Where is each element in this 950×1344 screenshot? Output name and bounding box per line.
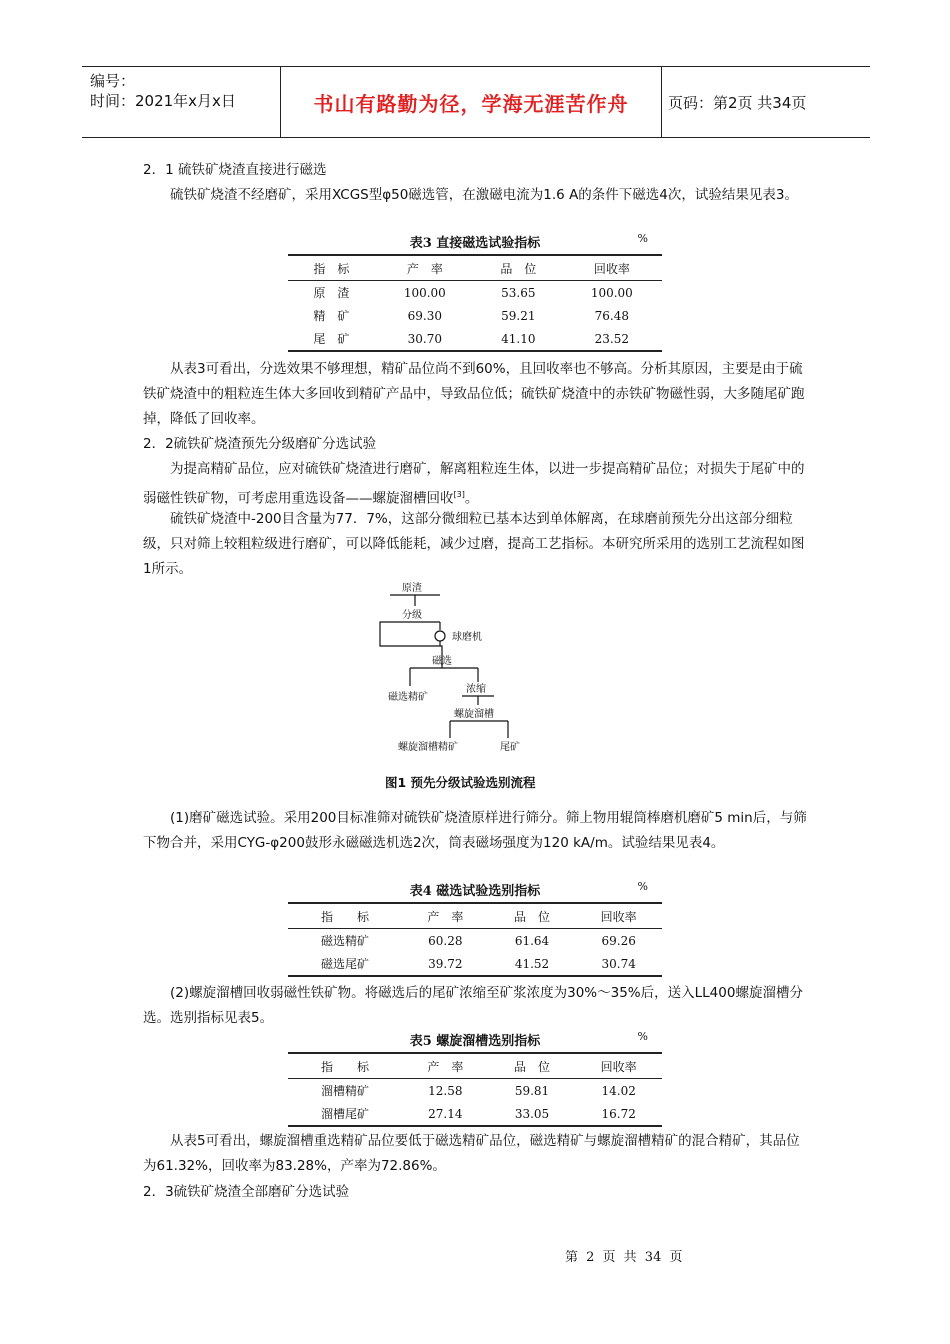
table-row: [288, 327, 662, 351]
table-cell: 76.48: [594, 308, 629, 323]
figure-1-caption: 图1 预先分级试验选别流程: [385, 775, 536, 790]
table-cell: 59.81: [514, 1083, 550, 1098]
table-cell: 30.74: [575, 952, 662, 976]
table-cell: 溜槽精矿: [321, 1084, 370, 1098]
table-4: [288, 880, 662, 977]
table-cell: 60.28: [428, 933, 463, 948]
table-3-unit: %: [637, 232, 648, 245]
table-cell: 27.14: [402, 1102, 489, 1126]
table-5: [288, 1030, 662, 1127]
table-cell: 69.26: [601, 933, 636, 948]
table-5-caption-row: [288, 1030, 662, 1052]
section-2-2-title: 2．2硫铁矿烧渣预先分级磨矿分选试验: [143, 436, 377, 452]
section-2-2-para-5: 从表5可看出，螺旋溜槽重选精矿品位要低于磁选精矿品位，磁选精矿与螺旋溜槽精矿的混合精矿，其品位为61.32%，回收率为83.28%，产率为72.86%。: [143, 1133, 800, 1174]
number-label: 编号：: [90, 72, 136, 90]
table-cell: 16.72: [575, 1102, 662, 1126]
section-2-2-para-3: (1)磨矿磁选试验。采用200目标准筛对硫铁矿烧渣原样进行筛分。筛上物用辊筒棒磨机磨矿5 min后，与筛下物合并，采用CYG-φ200鼓形永磁磁选机选2次，筒表磁场强度为120 kA/m。试验结果见表4。: [143, 810, 807, 851]
table-cell: 39.72: [402, 952, 489, 976]
table-header-cell: 指 标: [288, 255, 375, 281]
table-3-grid: [288, 254, 662, 352]
header-motto-cell: [280, 67, 662, 137]
table-cell: 原 渣: [313, 286, 350, 300]
table-cell: 33.05: [489, 1102, 576, 1126]
table-row: [288, 1102, 662, 1126]
table-5-grid: [288, 1052, 662, 1127]
para-text-end: 。: [464, 490, 479, 507]
table-cell: 尾 矿: [288, 327, 375, 351]
table-cell: 41.52: [489, 952, 576, 976]
table-3-caption-row: [288, 232, 662, 254]
header-meta: [82, 71, 288, 135]
table-row: [288, 281, 662, 305]
header-motto: 书山有路勤为径，学海无涯苦作舟: [313, 91, 629, 116]
node-ballmill: 球磨机: [452, 632, 482, 643]
node-magsep: 磁选: [432, 656, 452, 667]
table-header-cell: 品 位: [475, 255, 562, 281]
table-header-cell: 品 位: [489, 1053, 576, 1079]
table-cell: 59.21: [501, 308, 536, 323]
table-cell: 14.02: [601, 1083, 636, 1098]
section-2-2-para-1: [143, 457, 808, 512]
table-header-cell: 产 率: [402, 1053, 489, 1079]
citation-ref: [3]: [453, 490, 465, 499]
page-footer: 第 2 页 共 34 页: [565, 1250, 683, 1265]
table-row: [288, 952, 662, 976]
node-thicken: 浓缩: [466, 684, 486, 695]
table-3-caption: 表3 直接磁选试验指标: [409, 236, 541, 251]
table-cell: 精 矿: [313, 309, 350, 323]
table-cell: 61.64: [514, 933, 550, 948]
section-2-1-para-2: 从表3可看出，分选效果不够理想，精矿品位尚不到60%，且回收率也不够高。分析其原因，主要是由于硫铁矿烧渣中的粗粒连生体大多回收到精矿产品中，导致品位低；硫铁矿烧渣中的赤铁矿物磁性弱，大多随尾矿跑掉，降低了回收率。: [143, 361, 805, 427]
table-row: [288, 304, 662, 327]
flowchart-svg: [370, 578, 570, 778]
table-header-row: [288, 1053, 662, 1079]
node-spiral: 螺旋溜槽: [454, 709, 494, 720]
ballmill-symbol: [435, 631, 445, 641]
node-raw: 原渣: [402, 583, 422, 594]
table-5-unit: %: [637, 1030, 648, 1043]
section-2-2-para-2: 硫铁矿烧渣中-200目含量为77．7%，这部分微细粒已基本达到单体解离，在球磨前预先分出这部分细粒级，只对筛上较粗粒级进行磨矿，可以降低能耗，减少过磨，提高工艺指标。本研究所采用的选别工艺流程如图1所示。: [143, 511, 805, 577]
table-row: [288, 1079, 662, 1103]
table-cell: 30.70: [375, 327, 475, 351]
table-3: [288, 232, 662, 352]
section-2-1-para-1: 硫铁矿烧渣不经磨矿，采用XCGS型φ50磁选管，在激磁电流为1.6 A的条件下磁选4次，试验结果见表3。: [170, 187, 798, 203]
table-header-cell: 指 标: [288, 1053, 402, 1079]
table-header-row: [288, 903, 662, 929]
table-header-cell: 指 标: [288, 903, 402, 929]
table-header-cell: 产 率: [402, 903, 489, 929]
table-header-cell: 回收率: [575, 1053, 662, 1079]
table-cell: 69.30: [407, 308, 442, 323]
table-cell: 100.00: [403, 285, 446, 300]
table-row: [288, 929, 662, 953]
table-header-cell: 品 位: [489, 903, 576, 929]
node-mag-conc: 磁选精矿: [388, 692, 428, 703]
table-header-cell: 回收率: [575, 903, 662, 929]
section-2-3-title: 2．3硫铁矿烧渣全部磨矿分选试验: [143, 1184, 350, 1200]
table-cell: 磁选尾矿: [288, 952, 402, 976]
node-spiral-conc: 螺旋溜槽精矿: [398, 742, 458, 753]
table-4-caption-row: [288, 880, 662, 902]
time-label: 时间：2021年x月x日: [90, 92, 236, 110]
table-cell: 53.65: [501, 285, 536, 300]
table-header-cell: 回收率: [562, 255, 662, 281]
node-classify: 分级: [402, 610, 422, 621]
table-cell: 磁选精矿: [321, 934, 370, 948]
table-cell: 12.58: [428, 1083, 463, 1098]
table-cell: 23.52: [562, 327, 662, 351]
table-cell: 100.00: [590, 285, 633, 300]
header-page-label: 页码：第2页 共34页: [668, 93, 807, 112]
section-2-2-para-4: (2)螺旋溜槽回收弱磁性铁矿物。将磁选后的尾矿浓缩至矿浆浓度为30%～35%后，送入LL400螺旋溜槽分选。选别指标见表5。: [143, 985, 803, 1026]
table-4-grid: [288, 902, 662, 977]
table-4-caption: 表4 磁选试验选别指标: [409, 884, 541, 899]
table-cell: 溜槽尾矿: [288, 1102, 402, 1126]
section-2-1-title: 2．1 硫铁矿烧渣直接进行磁选: [143, 162, 327, 178]
table-4-unit: %: [637, 880, 648, 893]
para-text: 为提高精矿品位，应对硫铁矿烧渣进行磨矿，解离粗粒连生体，以进一步提高精矿品位；对损失于尾矿中的弱磁性铁矿物，可考虑用重选设备——螺旋溜槽回收: [143, 461, 805, 507]
table-5-caption: 表5 螺旋溜槽选别指标: [409, 1034, 541, 1049]
node-tail: 尾矿: [500, 742, 520, 753]
table-header-cell: 产 率: [375, 255, 475, 281]
table-cell: 41.10: [475, 327, 562, 351]
figure-1-flowchart: [370, 578, 570, 778]
page-header: [82, 66, 870, 138]
table-header-row: [288, 255, 662, 281]
